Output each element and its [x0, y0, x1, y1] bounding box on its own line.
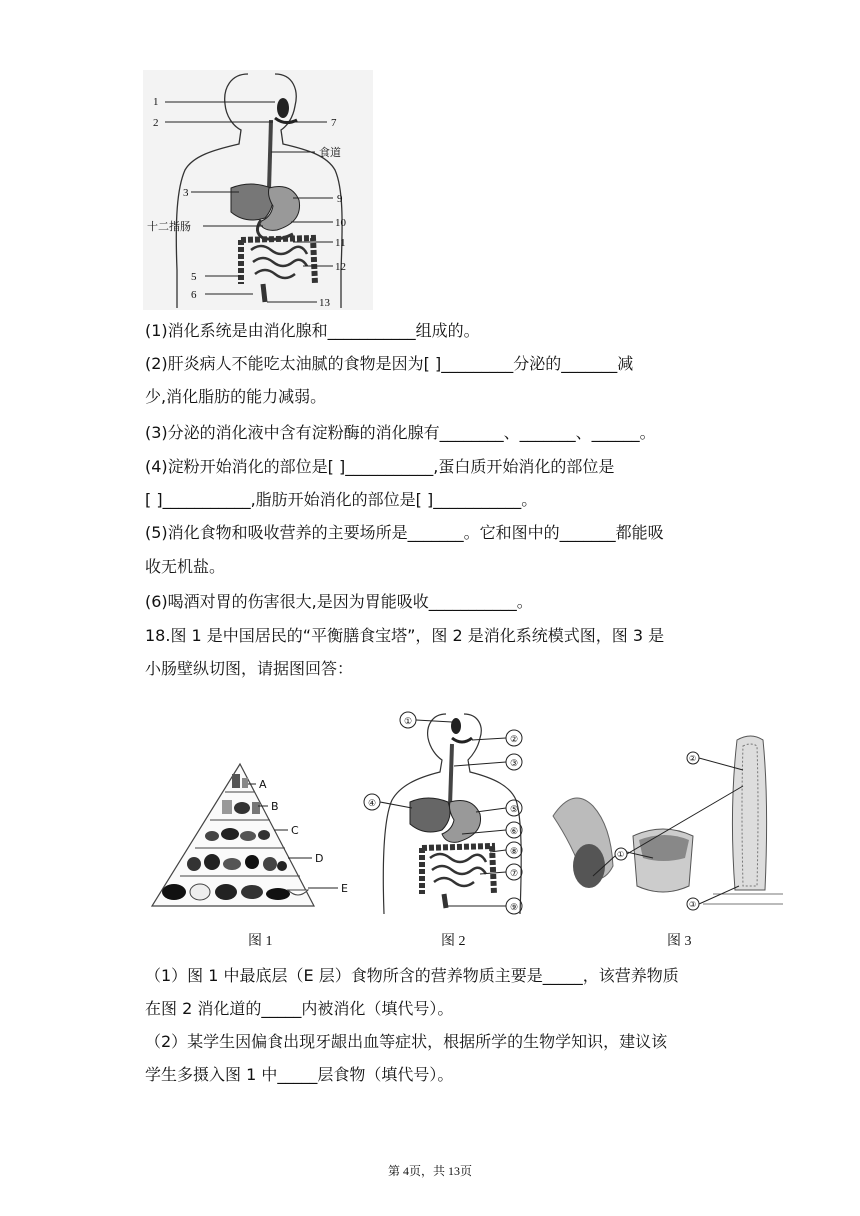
fig-top-label-7: 7 — [331, 117, 337, 129]
q17-line-9: (6)喝酒对胃的伤害很大,是因为胃能吸收___________。 — [145, 592, 533, 611]
digestive-system-figure-2 — [360, 708, 530, 920]
fig-top-label-1: 1 — [153, 96, 159, 108]
page-footer: 第 4页，共 13页 — [387, 1164, 472, 1178]
q17-line-1: (1)消化系统是由消化腺和___________组成的。 — [145, 321, 480, 340]
fig-top-label-6: 6 — [191, 289, 197, 301]
pyramid-layer-B: B — [271, 800, 279, 813]
small-intestine-wall-figure — [543, 726, 783, 916]
fig2-label-7: ⑦ — [510, 868, 519, 878]
fig-top-label-5: 5 — [191, 271, 197, 283]
q18-intro-line-1: 18.图 1 是中国居民的“平衡膳食宝塔”，图 2 是消化系统模式图，图 3 是 — [145, 626, 665, 645]
q17-line-8: 收无机盐。 — [145, 557, 226, 576]
fig-top-label-2: 2 — [153, 117, 159, 129]
pyramid-layer-D: D — [315, 852, 324, 865]
fig2-label-6: ⑥ — [510, 826, 519, 836]
q17-line-7: (5)消化食物和吸收营养的主要场所是_______。它和图中的_______都能吸 — [145, 523, 664, 542]
fig-top-label-12: 12 — [335, 261, 346, 273]
fig2-caption: 图 2 — [441, 934, 466, 949]
fig3-label-2: ② — [689, 754, 697, 763]
fig3-label-3: ③ — [689, 900, 697, 909]
fig2-label-8: ⑧ — [510, 846, 519, 856]
q17-line-2: (2)肝炎病人不能吃太油腻的食物是因为[ ]_________分泌的_______减 — [145, 354, 634, 373]
fig-top-label-11: 11 — [335, 237, 346, 249]
fig2-label-9: ⑨ — [510, 902, 519, 912]
fig-top-label-duodenum: 十二指肠 — [147, 220, 191, 233]
q18-line-3: （2）某学生因偏食出现牙龈出血等症状，根据所学的生物学知识，建议该 — [145, 1032, 668, 1051]
q17-line-5: (4)淀粉开始消化的部位是[ ]___________,蛋白质开始消化的部位是 — [145, 457, 615, 476]
digestive-system-figure-top — [143, 70, 373, 310]
q18-line-2: 在图 2 消化道的_____内被消化（填代号）。 — [145, 999, 454, 1018]
q18-intro-line-2: 小肠壁纵切图，请据图回答： — [145, 659, 354, 678]
q17-line-6: [ ]___________,脂肪开始消化的部位是[ ]___________。 — [145, 490, 538, 509]
q18-line-4: 学生多摄入图 1 中_____层食物（填代号）。 — [145, 1065, 454, 1084]
q17-line-3: 少,消化脂肪的能力减弱。 — [145, 387, 327, 406]
fig2-label-1: ① — [404, 716, 413, 726]
q17-line-4: (3)分泌的消化液中含有淀粉酶的消化腺有________、_______、______。 — [145, 423, 656, 442]
q18-line-1: （1）图 1 中最底层（E 层）食物所含的营养物质主要是_____，该营养物质 — [145, 966, 679, 985]
fig3-label-1: ① — [617, 850, 625, 859]
fig-top-label-10: 10 — [335, 217, 346, 229]
food-pyramid-figure — [148, 758, 358, 916]
pyramid-layer-E: E — [341, 882, 348, 895]
fig-top-label-13: 13 — [319, 297, 330, 309]
fig1-caption: 图 1 — [248, 934, 273, 949]
fig2-label-3: ③ — [510, 758, 519, 768]
fig2-label-5: ⑤ — [510, 804, 519, 814]
fig2-label-2: ② — [510, 734, 519, 744]
fig-top-label-3: 3 — [183, 187, 189, 199]
fig2-label-4: ④ — [368, 798, 377, 808]
fig3-caption: 图 3 — [667, 934, 692, 949]
fig-top-label-esophagus: 食道 — [319, 146, 341, 159]
pyramid-layer-A: A — [259, 778, 267, 791]
fig-top-label-9: 9 — [337, 193, 343, 205]
pyramid-layer-C: C — [291, 824, 299, 837]
